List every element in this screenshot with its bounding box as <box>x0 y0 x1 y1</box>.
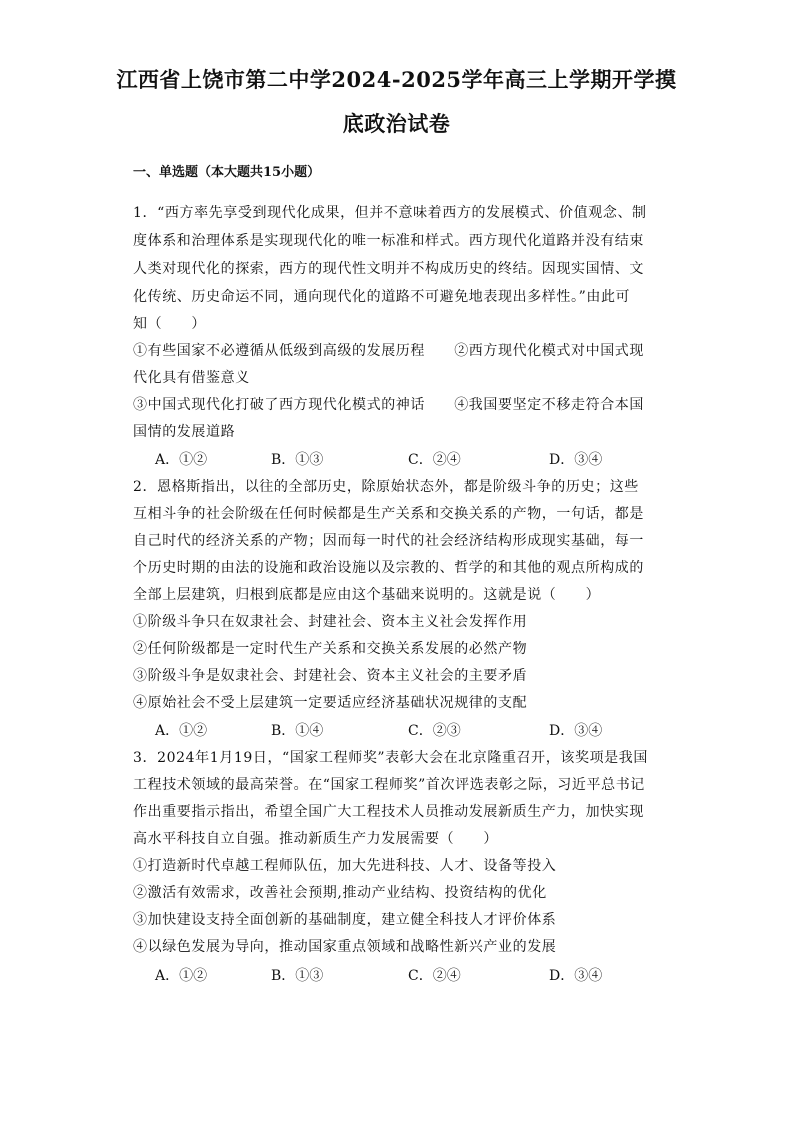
question-3-line-2: 工程技术领域的最高荣誉。在“国家工程师奖”首次评选表彰之际，习近平总书记 <box>133 777 645 793</box>
question-1-choice-line-4: 国情的发展道路 <box>133 424 236 440</box>
question-3-option-d: D．③④ <box>549 968 603 984</box>
question-1-line-2: 度体系和治理体系是实现现代化的唯一标准和样式。西方现代化道路并没有结束 <box>133 233 644 249</box>
question-2-line-1: 2．恩格斯指出，以往的全部历史，除原始状态外，都是阶级斗争的历史；这些 <box>133 479 639 495</box>
question-1-option-c: C．②④ <box>408 452 461 468</box>
question-3-options <box>133 966 673 986</box>
question-1-options <box>133 450 673 470</box>
question-1-option-a: A．①② <box>155 452 208 468</box>
question-1-line-4: 化传统、历史命运不同，通向现代化的道路不可避免地表现出多样性。”由此可 <box>133 289 631 305</box>
question-2-choice-3: ③阶级斗争是奴隶社会、封建社会、资本主义社会的主要矛盾 <box>133 668 528 684</box>
question-2-option-b: B．①④ <box>271 723 324 739</box>
question-1-option-d: D．③④ <box>549 452 603 468</box>
question-2-option-d: D．③④ <box>549 723 603 739</box>
section-heading: 一、单选题（本大题共15小题） <box>133 165 321 180</box>
question-3-choice-3: ③加快建设支持全面创新的基础制度，建立健全科技人才评价体系 <box>133 912 557 928</box>
question-3-choice-1: ①打造新时代卓越工程师队伍，加大先进科技、人才、设备等投入 <box>133 858 557 874</box>
question-1-choice-line-3: ③中国式现代化打破了西方现代化模式的神话 ④我国要坚定不移走符合本国 <box>133 397 644 413</box>
question-2-choice-1: ①阶级斗争只在奴隶社会、封建社会、资本主义社会发挥作用 <box>133 614 528 630</box>
question-2-option-a: A．①② <box>155 723 208 739</box>
question-1-option-b: B．①③ <box>271 452 324 468</box>
question-2-choice-4: ④原始社会不受上层建筑一定要适应经济基础状况规律的支配 <box>133 695 528 711</box>
question-2-option-c: C．②③ <box>408 723 461 739</box>
question-2-choice-2: ②任何阶级都是一定时代生产关系和交换关系发展的必然产物 <box>133 641 528 657</box>
exam-title-line-2: 底政治试卷 <box>342 111 451 136</box>
question-3-option-c: C．②④ <box>408 968 461 984</box>
question-1-choice-line-2: 代化具有借鉴意义 <box>133 370 250 386</box>
question-3-line-1: 3．2024年1月19日，“国家工程师奖”表彰大会在北京隆重召开，该奖项是我国 <box>133 750 648 766</box>
question-1-line-3: 人类对现代化的探索，西方的现代性文明并不构成历史的终结。因现实国情、文 <box>133 261 644 277</box>
question-3-choice-2: ②激活有效需求，改善社会预期,推动产业结构、投资结构的优化 <box>133 885 547 901</box>
question-2-line-5: 全部上层建筑，归根到底都是应由这个基础来说明的。这就是说（ ） <box>133 587 601 603</box>
question-1-line-1: 1．“西方率先享受到现代化成果，但并不意味着西方的发展模式、价值观念、制 <box>133 205 647 221</box>
question-3-line-3: 作出重要指示指出，希望全国广大工程技术人员推动发展新质生产力，加快实现 <box>133 804 644 820</box>
question-1-line-5: 知（ ） <box>133 316 206 332</box>
question-3-option-b: B．①③ <box>271 968 324 984</box>
exam-title-line-1: 江西省上饶市第二中学2024-2025学年高三上学期开学摸 <box>116 67 677 92</box>
question-2-line-4: 个历史时期的由法的设施和政治设施以及宗教的、哲学的和其他的观点所构成的 <box>133 560 644 576</box>
question-2-line-2: 互相斗争的社会阶级在任何时候都是生产关系和交换关系的产物，一句话，都是 <box>133 506 644 522</box>
question-3-option-a: A．①② <box>155 968 208 984</box>
question-3-choice-4: ④以绿色发展为导向，推动国家重点领域和战略性新兴产业的发展 <box>133 939 557 955</box>
question-2-options <box>133 721 673 741</box>
question-3-line-4: 高水平科技自立自强。推动新质生产力发展需要（ ） <box>133 831 498 847</box>
question-2-line-3: 自己时代的经济关系的产物；因而每一时代的社会经济结构形成现实基础，每一 <box>133 533 644 549</box>
question-1-choice-line-1: ①有些国家不必遵循从低级到高级的发展历程 ②西方现代化模式对中国式现 <box>133 343 644 359</box>
